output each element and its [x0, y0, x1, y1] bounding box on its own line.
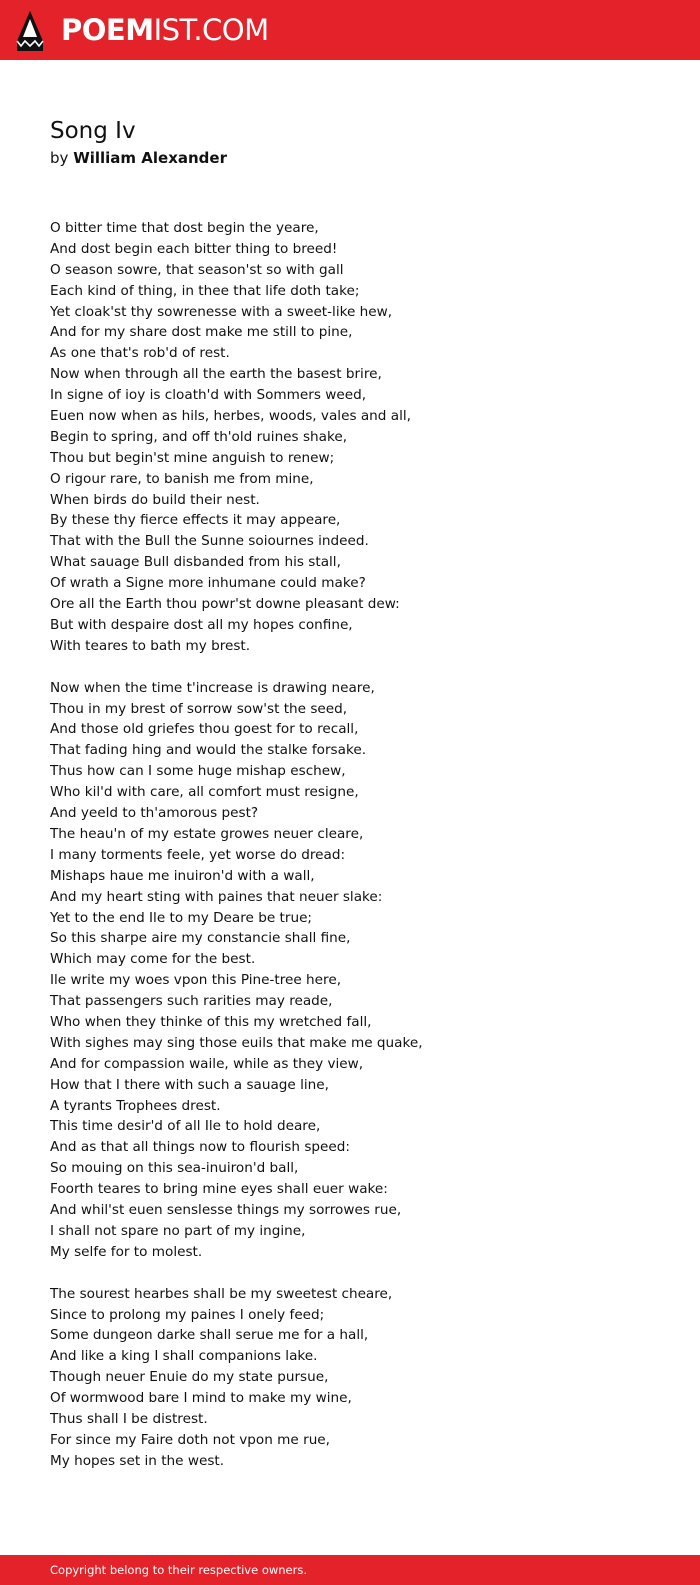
poem-line: Now when through all the earth the basest brire,: [50, 366, 382, 383]
poem-line: And for my share dost make me still to pine,: [50, 324, 353, 341]
poem-line: This time desir'd of all Ile to hold deare,: [50, 1118, 321, 1135]
poem-line: Ile write my woes vpon this Pine-tree here,: [50, 972, 342, 989]
poem-line: What sauage Bull disbanded from his stall,: [50, 554, 341, 571]
poem-line: My hopes set in the west.: [50, 1452, 225, 1469]
poem-line: Of wrath a Signe more inhumane could make?: [50, 575, 366, 592]
poem-line: That with the Bull the Sunne soiournes indeed.: [50, 533, 369, 550]
poem-line: With teares to bath my brest.: [50, 637, 251, 654]
poem-line: I shall not spare no part of my ingine,: [50, 1222, 306, 1239]
poem-line: O bitter time that dost begin the yeare,: [50, 220, 319, 236]
poem-line: And dost begin each bitter thing to breed!: [50, 240, 338, 257]
poem-line: That fading hing and would the stalke forsake.: [50, 742, 367, 759]
poem-line: Mishaps haue me inuiron'd with a wall,: [50, 867, 315, 884]
poem-line: That passengers such rarities may reade,: [50, 993, 333, 1010]
poem-stanza: [50, 678, 650, 1263]
poem-line: I many torments feele, yet worse do dread:: [50, 846, 346, 863]
poem-line: And my heart sting with paines that neuer slake:: [50, 888, 383, 905]
poem-line: Begin to spring, and off th'old ruines shake,: [50, 428, 348, 445]
poem-line: Euen now when as hils, herbes, woods, vales and all,: [50, 408, 411, 425]
poem-line: But with despaire dost all my hopes confine,: [50, 616, 353, 633]
site-header: [0, 0, 700, 60]
logo-text-light: IST.COM: [153, 13, 269, 47]
poem-line: The heau'n of my estate growes neuer cleare,: [50, 825, 364, 842]
poem-line: For since my Faire doth not vpon me rue,: [50, 1431, 330, 1448]
poem-line: So this sharpe aire my constancie shall fine,: [50, 930, 351, 947]
poem-line: Foorth teares to bring mine eyes shall euer wake:: [50, 1181, 388, 1198]
poem-line: Who kil'd with care, all comfort must resigne,: [50, 784, 359, 801]
poem-body: [50, 218, 650, 1493]
poem-line: Some dungeon darke shall serue me for a hall,: [50, 1327, 369, 1344]
poem-line: And like a king I shall companions lake.: [50, 1348, 318, 1365]
poem-line: And for compassion waile, while as they view,: [50, 1055, 364, 1072]
poem-title: Song Iv: [50, 118, 136, 144]
by-label: by: [50, 149, 69, 167]
poem-line: O season sowre, that season'st so with gall: [50, 261, 344, 278]
poem-line: A tyrants Trophees drest.: [50, 1097, 221, 1114]
poem-line: How that I there with such a sauage line,: [50, 1076, 329, 1093]
poem-line: Yet cloak'st thy sowrenesse with a sweet-like hew,: [50, 303, 393, 320]
poem-line: Ore all the Earth thou powr'st downe pleasant dew:: [50, 596, 400, 613]
logo-text-bold: POEM: [61, 13, 154, 47]
poem-line: Each kind of thing, in thee that life doth take;: [50, 282, 360, 299]
poem-line: Thus shall I be distrest.: [50, 1410, 208, 1427]
poem-author: William Alexander: [73, 149, 227, 167]
site-logo-link[interactable]: [61, 11, 269, 49]
poem-line: Since to prolong my paines I onely feed;: [50, 1306, 325, 1323]
poem-stanza: [50, 218, 650, 657]
poem-line: With sighes may sing those euils that make me quake,: [50, 1034, 423, 1051]
poem-line: Thus how can I some huge mishap eschew,: [50, 763, 346, 780]
poem-line: My selfe for to molest.: [50, 1243, 203, 1260]
poem-line: Which may come for the best.: [50, 951, 256, 968]
footer-copyright: Copyright belong to their respective owners.: [50, 1563, 308, 1577]
poem-line: And yeeld to th'amorous pest?: [50, 805, 259, 822]
poem-line: Of wormwood bare I mind to make my wine,: [50, 1390, 352, 1407]
poem-line: So mouing on this sea-inuiron'd ball,: [50, 1160, 299, 1177]
poem-line: In signe of ioy is cloath'd with Sommers weed,: [50, 387, 367, 404]
poem-line: And those old griefes thou goest for to recall,: [50, 721, 359, 738]
poem-stanza: [50, 1284, 650, 1472]
poem-line: Now when the time t'increase is drawing neare,: [50, 679, 375, 696]
poem-byline: [50, 148, 227, 168]
poem-line: As one that's rob'd of rest.: [50, 345, 230, 362]
pencil-tip-icon[interactable]: [16, 10, 44, 52]
poem-line: Thou in my brest of sorrow sow'st the seed,: [50, 700, 348, 717]
poem-line: By these thy fierce effects it may appeare,: [50, 512, 341, 529]
poem-line: The sourest hearbes shall be my sweetest cheare,: [50, 1285, 393, 1302]
poem-line: And as that all things now to flourish speed:: [50, 1139, 350, 1156]
poem-line: And whil'st euen senslesse things my sorrowes rue,: [50, 1201, 402, 1218]
poem-line: Yet to the end Ile to my Deare be true;: [50, 909, 313, 926]
poem-line: O rigour rare, to banish me from mine,: [50, 470, 314, 487]
poem-line: When birds do build their nest.: [50, 491, 260, 508]
site-footer: [0, 1555, 700, 1585]
poem-line: Though neuer Enuie do my state pursue,: [50, 1369, 329, 1386]
poem-line: Who when they thinke of this my wretched fall,: [50, 1013, 372, 1030]
poem-line: Thou but begin'st mine anguish to renew;: [50, 449, 335, 466]
